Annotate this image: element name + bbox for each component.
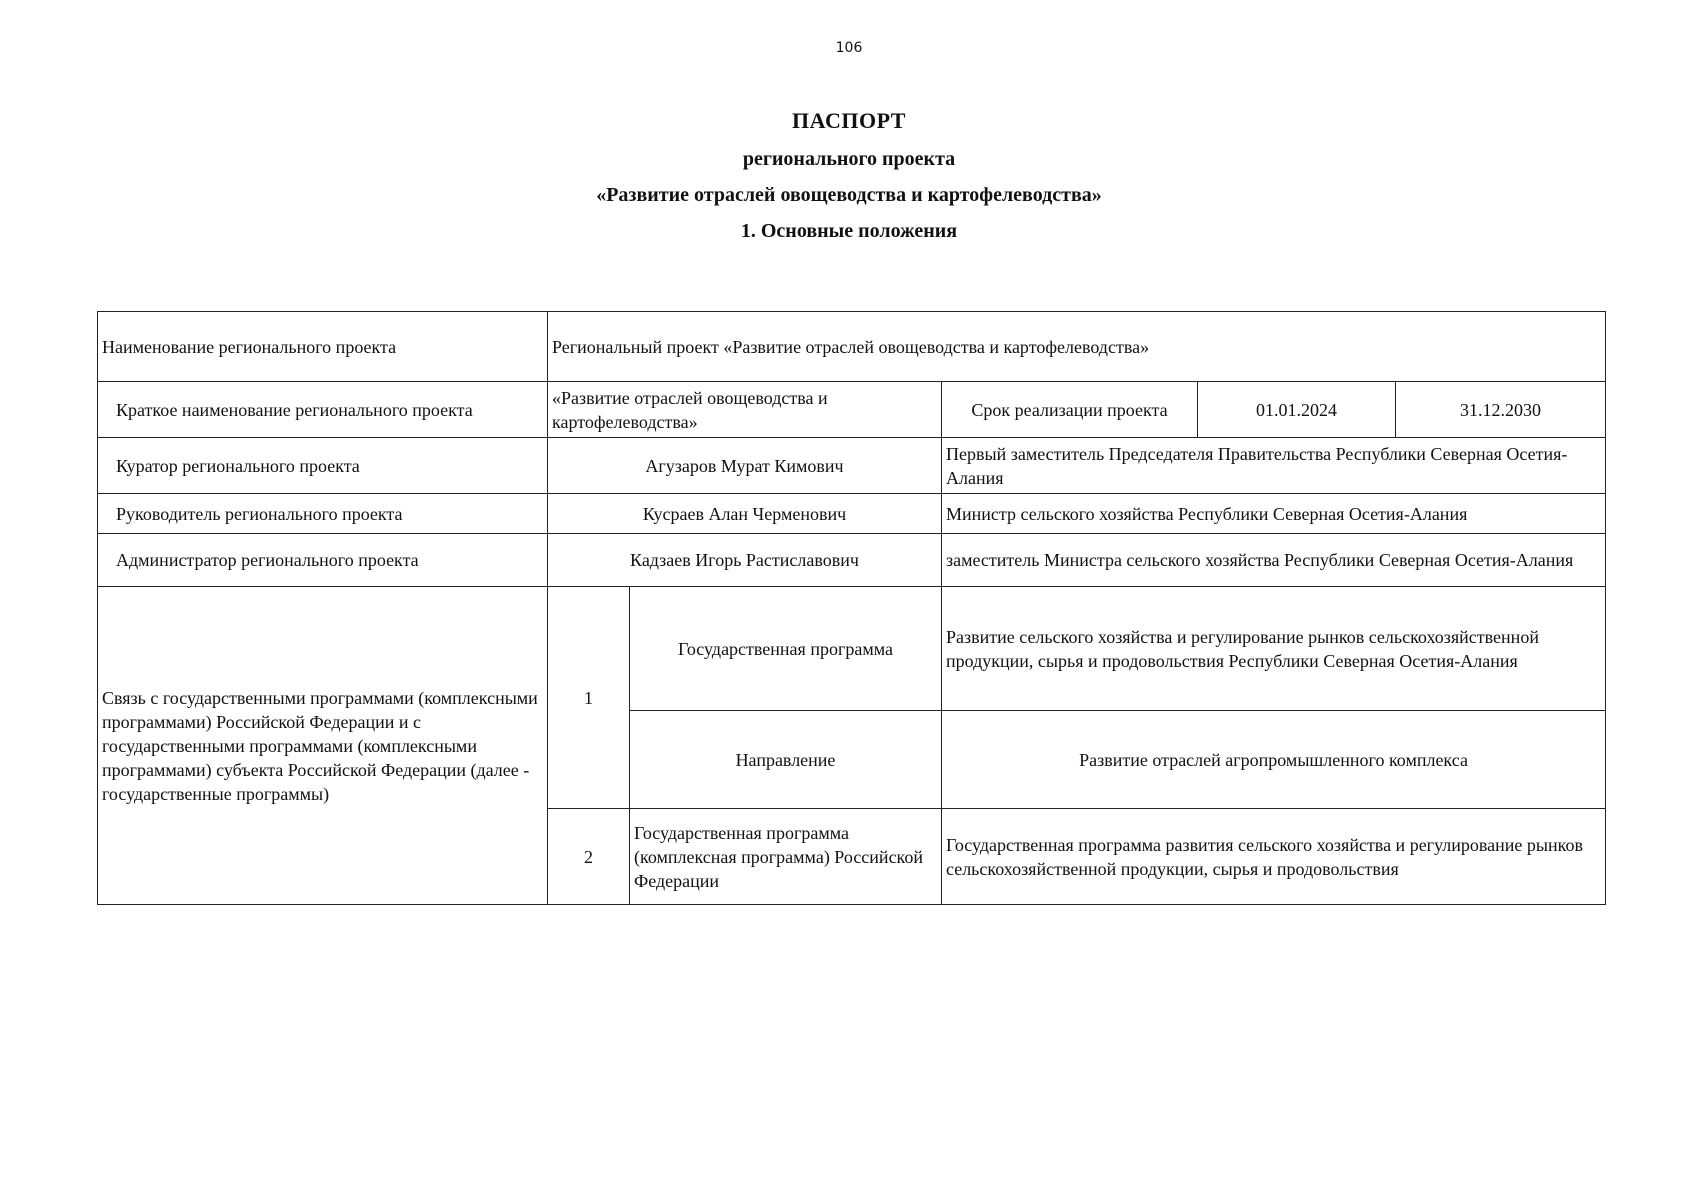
curator-label: Куратор регионального проекта bbox=[98, 438, 548, 494]
table-row bbox=[98, 312, 1606, 382]
head-position: Министр сельского хозяйства Республики Северная Осетия-Алания bbox=[942, 494, 1606, 534]
document-title: ПАСПОРТ bbox=[792, 108, 906, 133]
program-label-1: Государственная программа bbox=[630, 587, 942, 711]
program-value-1: Развитие сельского хозяйства и регулирование рынков сельскохозяйственной продукции, сырья и продовольствия Республики Северная Осетия-Алания bbox=[942, 587, 1606, 711]
programs-link-label: Связь с государственными программами (комплексными программами) Российской Федерации и с государственными программами (комплексными программами) субъекта Российской Федерации (далее - государственные программы) bbox=[98, 587, 548, 905]
page-number: 106 bbox=[835, 40, 863, 56]
table-row bbox=[98, 438, 1606, 494]
table-row bbox=[98, 587, 1606, 711]
curator-position: Первый заместитель Председателя Правительства Республики Северная Осетия-Алания bbox=[942, 438, 1606, 494]
program-value-2: Государственная программа развития сельского хозяйства и регулирование рынков сельскохозяйственной продукции, сырья и продовольствия bbox=[942, 809, 1606, 905]
direction-value-1: Развитие отраслей агропромышленного комплекса bbox=[942, 711, 1606, 809]
section-heading: 1. Основные положения bbox=[740, 220, 958, 242]
head-label: Руководитель регионального проекта bbox=[98, 494, 548, 534]
program-label-2: Государственная программа (комплексная программа) Российской Федерации bbox=[630, 809, 942, 905]
admin-name: Кадзаев Игорь Растиславович bbox=[548, 534, 942, 587]
program-number-2: 2 bbox=[548, 809, 630, 905]
program-number-1: 1 bbox=[548, 587, 630, 809]
document-subtitle: регионального проекта bbox=[742, 148, 956, 170]
table-row bbox=[98, 494, 1606, 534]
curator-name: Агузаров Мурат Кимович bbox=[548, 438, 942, 494]
project-name-label: Наименование регионального проекта bbox=[98, 312, 548, 382]
document-header bbox=[0, 108, 1698, 243]
period-end: 31.12.2030 bbox=[1396, 382, 1606, 438]
admin-label: Администратор регионального проекта bbox=[98, 534, 548, 587]
short-name-label: Краткое наименование регионального проекта bbox=[98, 382, 548, 438]
period-label: Срок реализации проекта bbox=[942, 382, 1198, 438]
passport-table bbox=[97, 311, 1606, 905]
project-name-value: Региональный проект «Развитие отраслей овощеводства и картофелеводства» bbox=[548, 312, 1606, 382]
project-title: «Развитие отраслей овощеводства и картофелеводства» bbox=[596, 184, 1102, 206]
table-row bbox=[98, 534, 1606, 587]
head-name: Кусраев Алан Черменович bbox=[548, 494, 942, 534]
admin-position: заместитель Министра сельского хозяйства Республики Северная Осетия-Алания bbox=[942, 534, 1606, 587]
direction-label-1: Направление bbox=[630, 711, 942, 809]
period-start: 01.01.2024 bbox=[1198, 382, 1396, 438]
short-name-value: «Развитие отраслей овощеводства и картофелеводства» bbox=[548, 382, 942, 438]
table-row bbox=[98, 382, 1606, 438]
